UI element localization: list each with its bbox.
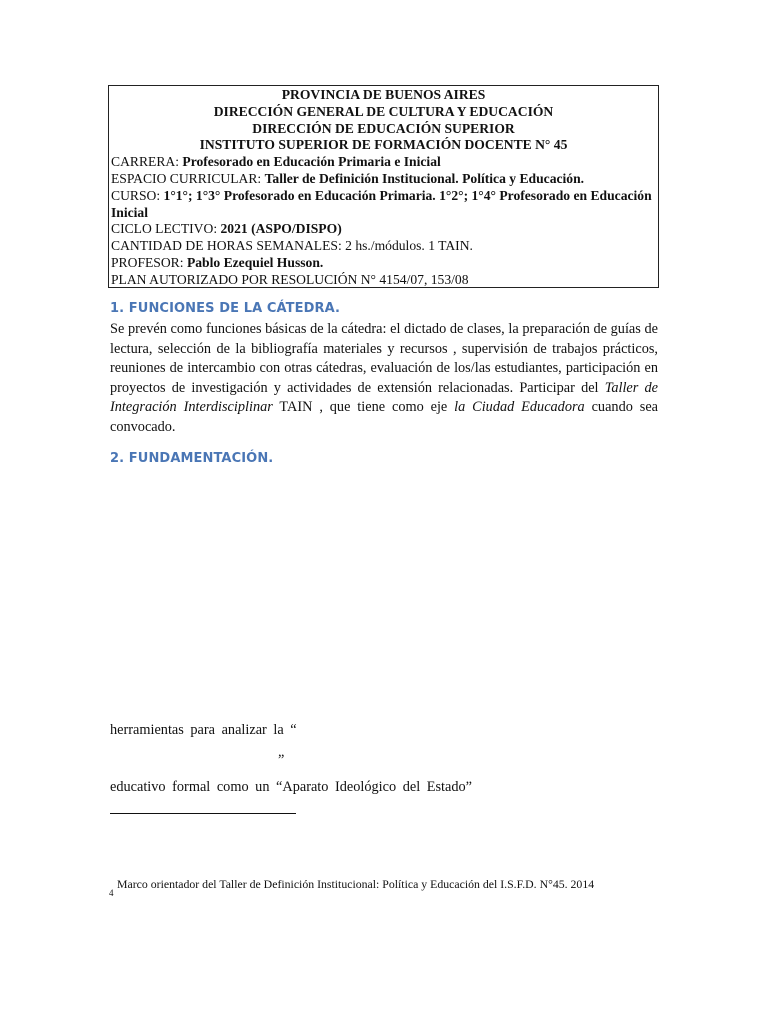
header-curso: CURSO: 1°1°; 1°3° Profesorado en Educación Primaria. 1°2°; 1°4° Profesorado en Educación Inicial: [111, 187, 652, 220]
footnote-mark: 4: [109, 888, 114, 898]
text-fragment-1: herramientas para analizar la “: [110, 722, 297, 738]
footnote-separator: [110, 813, 296, 814]
header-carrera: CARRERA: Profesorado en Educación Primaria e Inicial: [111, 154, 441, 170]
text-fragment-3: educativo formal como un “Aparato Ideológico del Estado”: [110, 779, 473, 795]
header-ciclo: CICLO LECTIVO: 2021 (ASPO/DISPO): [111, 221, 342, 237]
footnote-text: Marco orientador del Taller de Definición Institucional: Política y Educación del I.S.F.D. N°45. 2014: [117, 877, 595, 891]
header-espacio: ESPACIO CURRICULAR: Taller de Definición Institucional. Política y Educación.: [111, 170, 585, 186]
header-instituto: INSTITUTO SUPERIOR DE FORMACIÓN DOCENTE N° 45: [199, 137, 568, 153]
text-fragment-2: ”: [278, 752, 285, 768]
header-direccion-superior: DIRECCIÓN DE EDUCACIÓN SUPERIOR: [252, 120, 515, 136]
section-2-title: 2. FUNDAMENTACIÓN.: [110, 451, 274, 466]
header-horas: CANTIDAD DE HORAS SEMANALES: 2 hs./módulos. 1 TAIN.: [111, 238, 473, 254]
header-profesor: PROFESOR: Pablo Ezequiel Husson.: [111, 254, 324, 270]
header-province: PROVINCIA DE BUENOS AIRES: [281, 87, 486, 102]
header-box: [108, 85, 659, 288]
section-1-paragraph: Se prevén como funciones básicas de la cátedra: el dictado de clases, la preparación de guías de lectura, selección de la bibliografía materiales y recursos , supervisión de trabajos prácticos, reuniones de intercambio con otras cátedras, evaluación de los/las estudiantes, participación en proyectos de investigación y actividades de extensión relacionadas. Participar del Taller de Integración Interdisciplinar TAIN , que tiene como eje la Ciudad Educadora cuando sea convocado.: [110, 321, 659, 435]
header-plan: PLAN AUTORIZADO POR RESOLUCIÓN N° 4154/07, 153/08: [111, 271, 469, 287]
header-direccion-general: DIRECCIÓN GENERAL DE CULTURA Y EDUCACIÓN: [213, 103, 554, 119]
section-1-title: 1. FUNCIONES DE LA CÁTEDRA.: [110, 301, 341, 316]
